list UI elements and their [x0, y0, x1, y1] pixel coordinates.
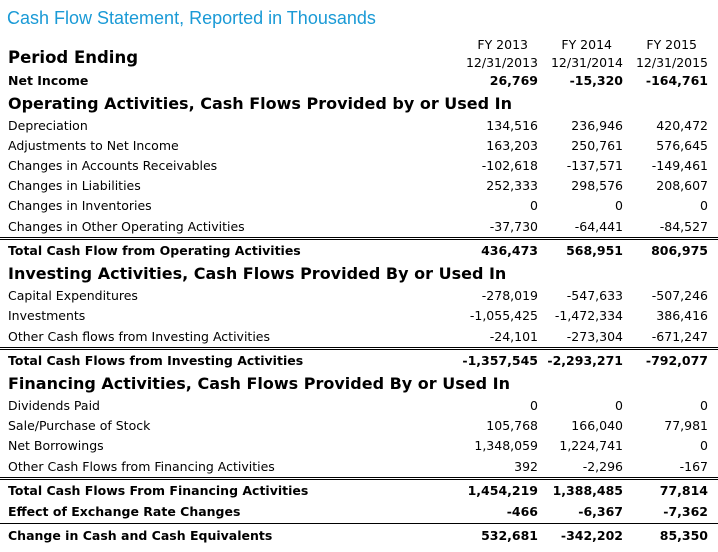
row-value-2013: 252,333 — [486, 178, 538, 193]
row-value-2013: -24,101 — [489, 329, 538, 344]
row-label: Investments — [8, 308, 86, 323]
row-value-2014: 1,224,741 — [559, 438, 623, 453]
table-row — [0, 116, 718, 136]
row-value-2014: -273,304 — [566, 329, 623, 344]
row-value-2015: 77,981 — [664, 418, 708, 433]
row-value-2015: 0 — [700, 398, 708, 413]
financing-heading: Financing Activities, Cash Flows Provided By or Used In — [8, 374, 510, 393]
row-value-2013: 0 — [530, 198, 538, 213]
row-value-2013: -102,618 — [481, 158, 538, 173]
row-value-2013: 1,454,219 — [467, 483, 538, 498]
row-label: Net Borrowings — [8, 438, 104, 453]
row-label: Total Cash Flows From Financing Activities — [8, 483, 309, 498]
row-value-2015: 386,416 — [656, 308, 708, 323]
row-value-2014: -15,320 — [569, 73, 623, 88]
row-value-2013: -466 — [506, 504, 538, 519]
row-value-2013: 134,516 — [486, 118, 538, 133]
row-value-2015: -792,077 — [645, 353, 708, 368]
row-label: Other Cash Flows from Financing Activities — [8, 459, 275, 474]
row-value-2014: -2,296 — [582, 459, 623, 474]
table-row — [0, 306, 718, 326]
table-row — [0, 176, 718, 196]
row-value-2015: 576,645 — [656, 138, 708, 153]
column-fy-2015: FY 2015 — [646, 37, 697, 52]
row-value-2015: 0 — [700, 198, 708, 213]
double-rule — [0, 237, 718, 240]
row-value-2015: -167 — [679, 459, 708, 474]
row-label: Changes in Liabilities — [8, 178, 141, 193]
row-value-2013: 26,769 — [489, 73, 538, 88]
row-value-2013: -1,055,425 — [469, 308, 538, 323]
row-value-2013: 436,473 — [481, 243, 538, 258]
row-value-2015: 420,472 — [656, 118, 708, 133]
column-fy-2014: FY 2014 — [561, 37, 612, 52]
change-in-cash-row — [0, 526, 718, 546]
row-value-2015: 85,350 — [659, 528, 708, 543]
row-value-2013: 105,768 — [486, 418, 538, 433]
table-row — [0, 286, 718, 306]
column-date-2015: 12/31/2015 — [635, 55, 708, 70]
row-value-2013: 392 — [514, 459, 538, 474]
row-label: Net Income — [8, 73, 89, 88]
double-rule — [0, 477, 718, 480]
row-value-2014: -342,202 — [560, 528, 623, 543]
row-value-2015: -84,527 — [659, 219, 708, 234]
row-label: Depreciation — [8, 118, 88, 133]
row-label: Changes in Accounts Receivables — [8, 158, 218, 173]
row-value-2013: 163,203 — [486, 138, 538, 153]
row-value-2015: -149,461 — [651, 158, 708, 173]
table-row — [0, 416, 718, 436]
row-value-2014: 1,388,485 — [552, 483, 623, 498]
table-row — [0, 436, 718, 456]
table-row — [0, 327, 718, 347]
row-label: Changes in Inventories — [8, 198, 152, 213]
period-ending-label: Period Ending — [8, 48, 139, 67]
row-value-2013: 0 — [530, 398, 538, 413]
row-value-2015: -7,362 — [663, 504, 708, 519]
operating-heading: Operating Activities, Cash Flows Provided by or Used In — [8, 94, 513, 113]
column-date-2014: 12/31/2014 — [550, 55, 623, 70]
investing-heading: Investing Activities, Cash Flows Provided By or Used In — [8, 264, 507, 283]
row-value-2014: -6,367 — [578, 504, 623, 519]
table-row — [0, 136, 718, 156]
table-row — [0, 396, 718, 416]
row-label: Change in Cash and Cash Equivalents — [8, 528, 273, 543]
row-label: Changes in Other Operating Activities — [8, 219, 245, 234]
row-value-2015: 806,975 — [651, 243, 708, 258]
row-value-2014: -547,633 — [566, 288, 623, 303]
financing-total-row — [0, 481, 718, 501]
row-value-2015: 208,607 — [656, 178, 708, 193]
row-value-2015: -507,246 — [651, 288, 708, 303]
row-value-2014: -64,441 — [574, 219, 623, 234]
row-value-2013: -37,730 — [489, 219, 538, 234]
row-value-2014: 250,761 — [571, 138, 623, 153]
exchange-rate-row — [0, 502, 718, 522]
double-rule — [0, 347, 718, 350]
column-date-2013: 12/31/2013 — [465, 55, 538, 70]
investing-total-row — [0, 351, 718, 371]
row-label: Capital Expenditures — [8, 288, 138, 303]
column-fy-2013: FY 2013 — [477, 37, 528, 52]
single-rule — [0, 523, 718, 524]
row-value-2013: -1,357,545 — [462, 353, 538, 368]
row-label: Dividends Paid — [8, 398, 100, 413]
row-label: Other Cash flows from Investing Activities — [8, 329, 270, 344]
row-value-2014: -137,571 — [566, 158, 623, 173]
row-value-2013: -278,019 — [481, 288, 538, 303]
row-value-2014: 298,576 — [571, 178, 623, 193]
row-value-2014: 0 — [615, 198, 623, 213]
table-row — [0, 196, 718, 216]
table-row — [0, 457, 718, 477]
row-label: Total Cash Flow from Operating Activities — [8, 243, 301, 258]
row-value-2014: 236,946 — [571, 118, 623, 133]
row-value-2014: 0 — [615, 398, 623, 413]
row-value-2015: -671,247 — [651, 329, 708, 344]
row-value-2015: 77,814 — [659, 483, 708, 498]
row-value-2015: 0 — [700, 438, 708, 453]
row-value-2014: -1,472,334 — [554, 308, 623, 323]
row-label: Effect of Exchange Rate Changes — [8, 504, 241, 519]
row-label: Adjustments to Net Income — [8, 138, 179, 153]
table-row — [0, 156, 718, 176]
operating-total-row — [0, 241, 718, 261]
row-value-2014: 568,951 — [566, 243, 623, 258]
row-label: Sale/Purchase of Stock — [8, 418, 151, 433]
row-value-2014: -2,293,271 — [547, 353, 623, 368]
net-income-row — [0, 71, 718, 91]
statement-title: Cash Flow Statement, Reported in Thousands — [7, 8, 376, 28]
row-value-2013: 1,348,059 — [474, 438, 538, 453]
row-value-2014: 166,040 — [571, 418, 623, 433]
row-value-2015: -164,761 — [645, 73, 708, 88]
row-value-2013: 532,681 — [481, 528, 538, 543]
table-row — [0, 217, 718, 237]
row-label: Total Cash Flows from Investing Activities — [8, 353, 304, 368]
